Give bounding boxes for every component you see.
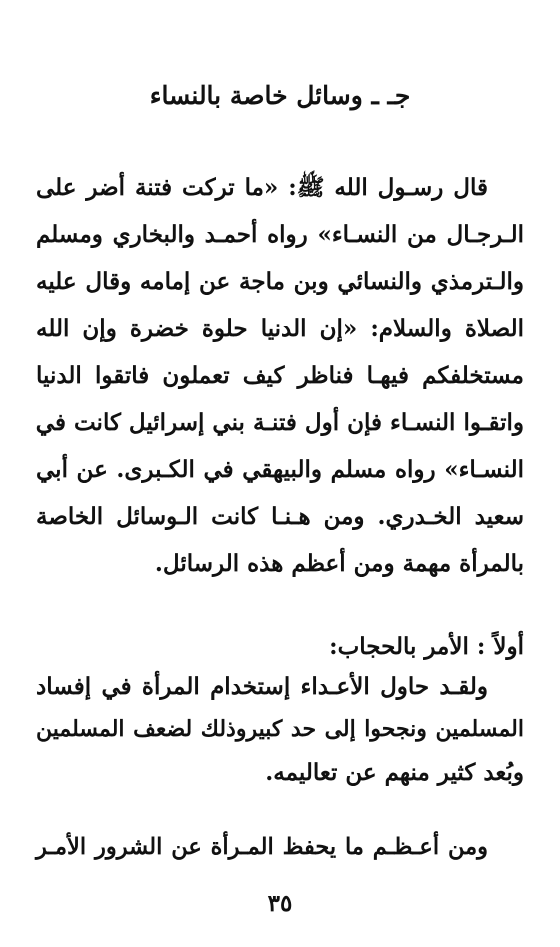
paragraph-protection bbox=[36, 826, 524, 869]
text-line: مستخلفكم فيهـا فناظر كيف تعملون فاتقوا الدنيا bbox=[36, 362, 524, 389]
page-number: ٣٥ bbox=[267, 890, 293, 917]
subsection-heading: أولاً : الأمر بالحجاب: bbox=[329, 633, 524, 660]
text-line: بالمرأة مهمة ومن أعظم هذه الرسائل. bbox=[154, 550, 524, 577]
text-line: والـترمذي والنسائي وبن ماجة عن إمامه وقال عليه bbox=[36, 268, 524, 295]
text-line: قال رسـول الله ﷺ: «ما تركت فتنة أضر على bbox=[36, 174, 488, 201]
text-line: النسـاء» رواه مسلم والبيهقي في الكـبرى. عن أبي bbox=[36, 456, 524, 483]
text-line: واتقـوا النسـاء فإن أول فتنـة بني إسرائيل كانت في bbox=[35, 409, 524, 436]
text-line: الصلاة والسلام: «إن الدنيا حلوة خضرة وإن الله bbox=[36, 315, 524, 342]
section-heading: جـ ـ وسائل خاصة بالنساء bbox=[149, 81, 411, 110]
text-line: ومن أعـظـم ما يحفظ المـرأة عن الشرور الأمـر bbox=[36, 834, 488, 860]
paragraph-hadith bbox=[36, 164, 524, 587]
text-line: ولقـد حاول الأعـداء إستخدام المرأة في إفساد bbox=[36, 673, 488, 700]
text-line: سعيد الخـدري. ومن هـنـا كانت الـوسائل الخاصة bbox=[36, 503, 524, 530]
paragraph-enemies bbox=[36, 665, 524, 794]
text-line: الـرجـال من النسـاء» رواه أحمـد والبخاري ومسلم bbox=[36, 221, 524, 248]
text-line: المسلمين ونجحوا إلى حد كبيروذلك لضعف المسلمين bbox=[36, 716, 524, 742]
text-line: وبُعد كثير منهم عن تعاليمه. bbox=[265, 759, 524, 786]
